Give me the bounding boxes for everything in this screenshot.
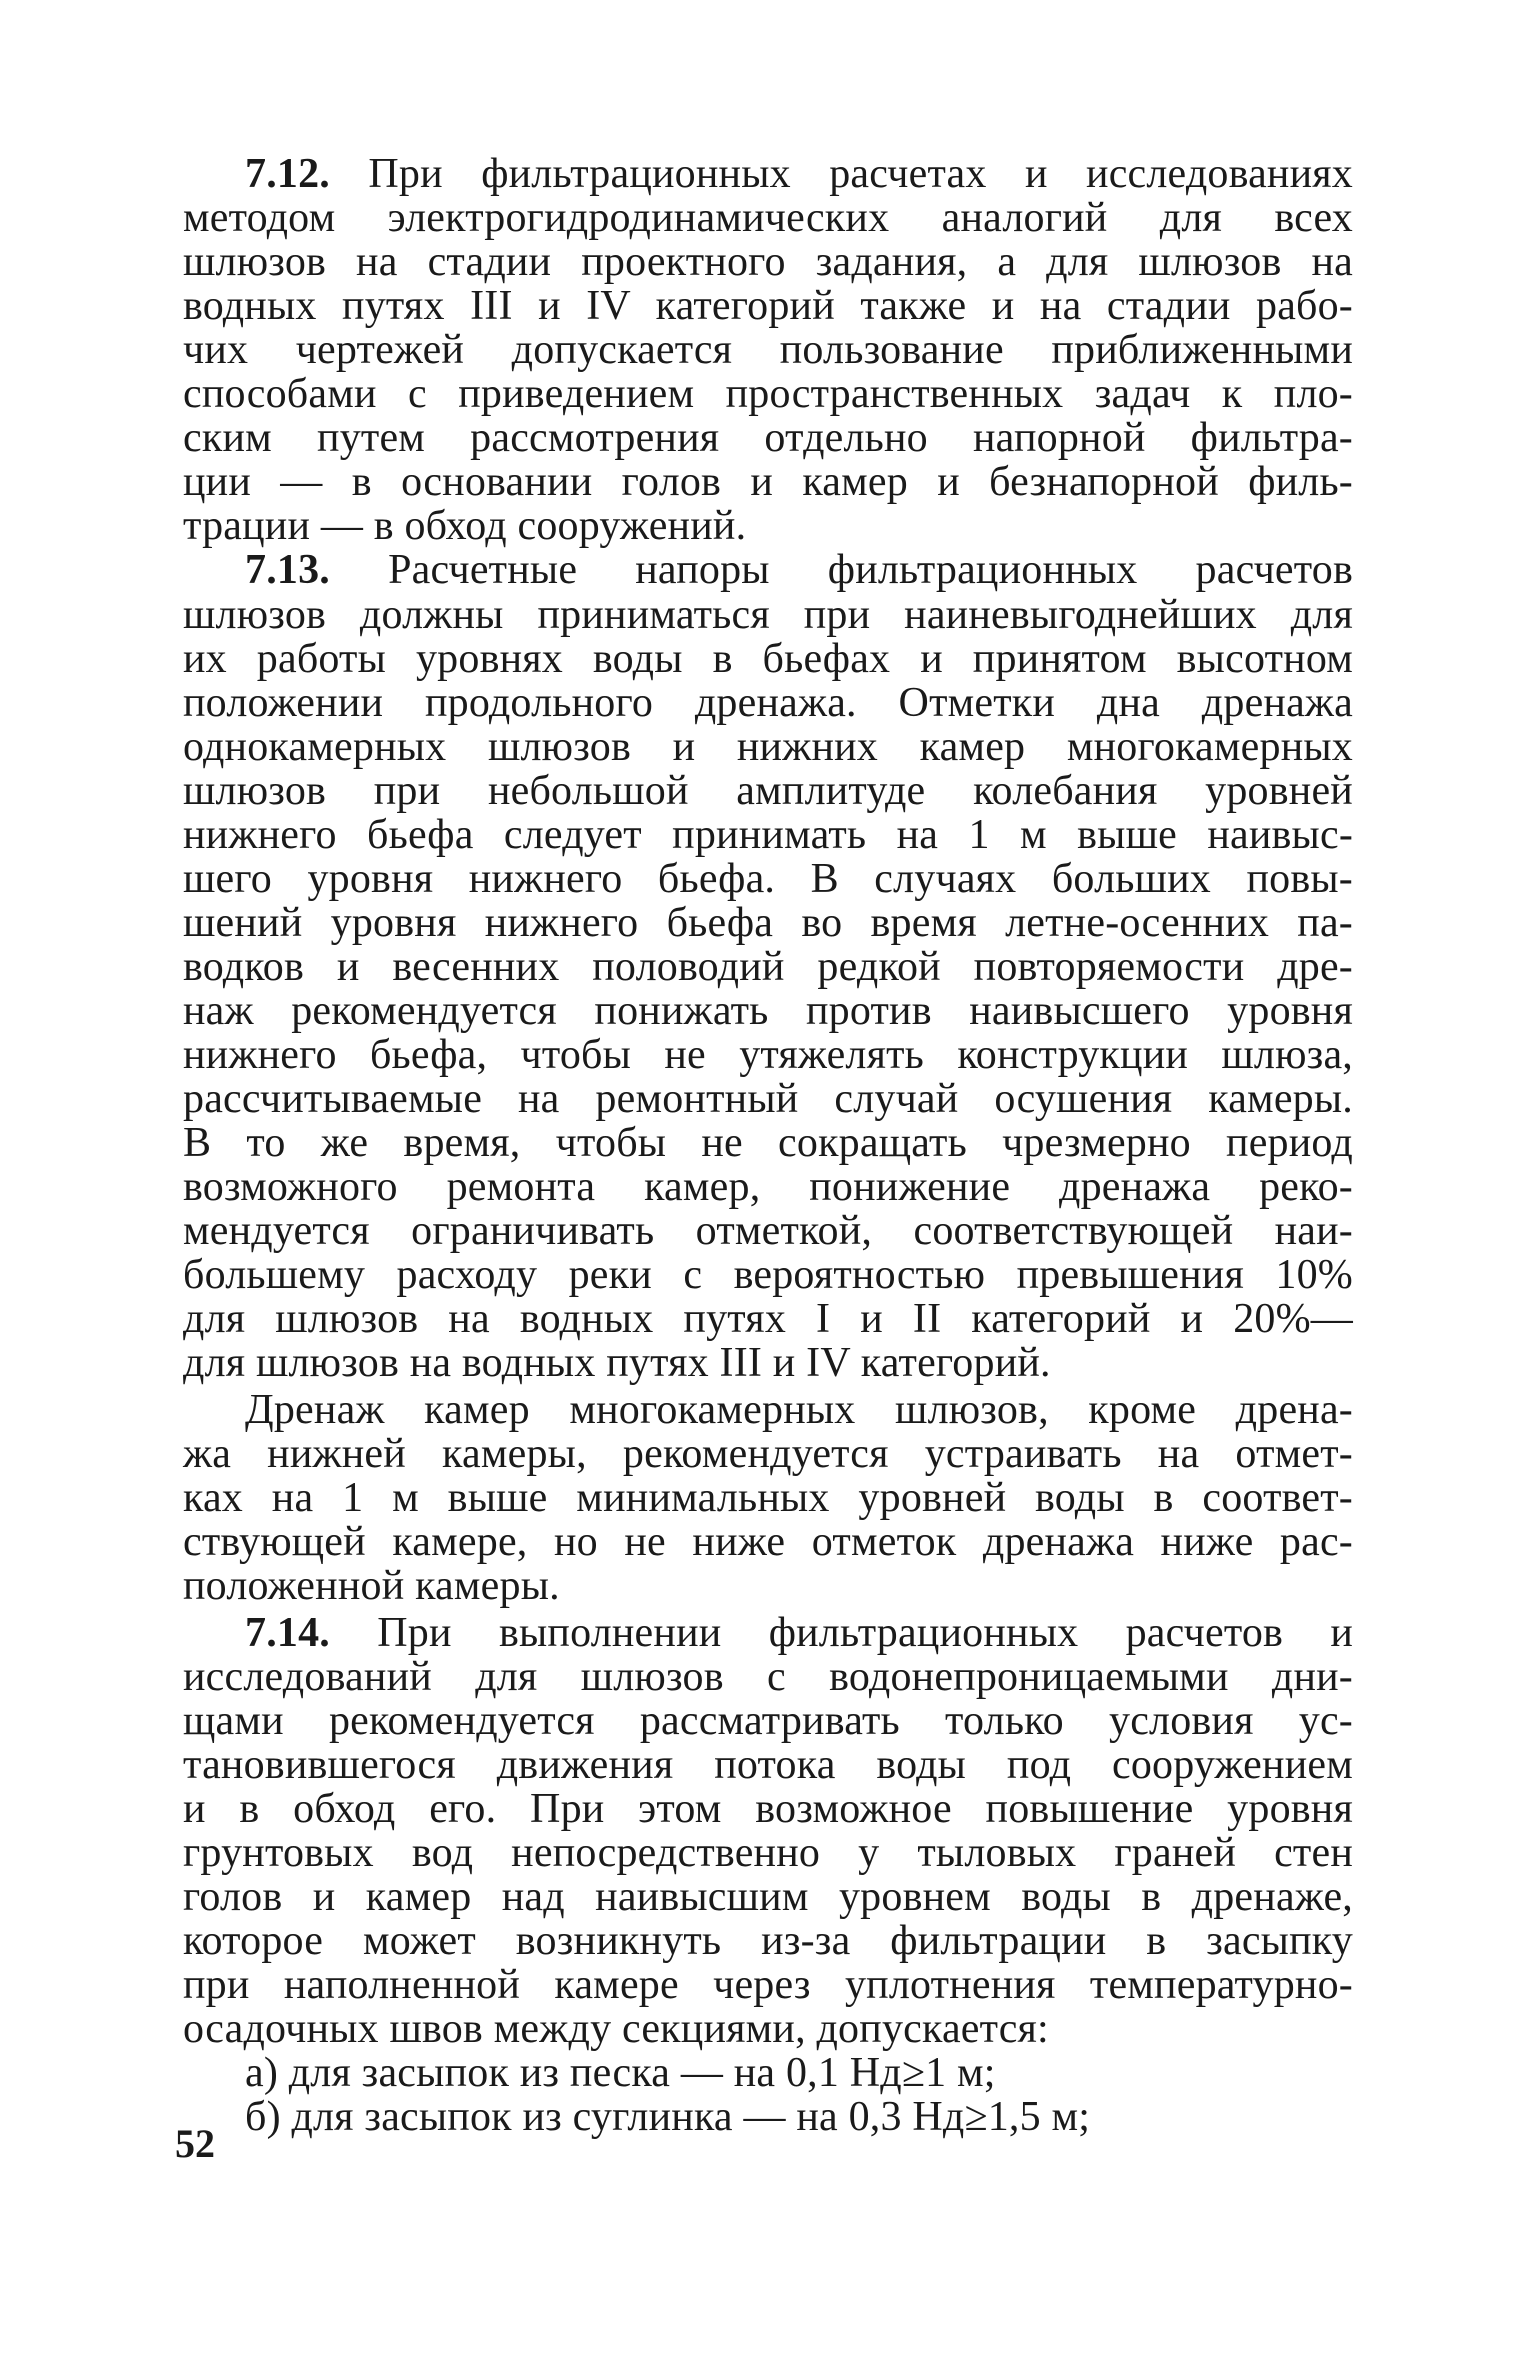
text-line (183, 370, 1353, 418)
text-run: для шлюзов на водных путях I и II категорий и 20%— (183, 1296, 1353, 1342)
text-line (183, 1518, 1353, 1566)
text-line (183, 1785, 1353, 1833)
text-line (183, 635, 1353, 683)
text-run: Дренаж камер многокамерных шлюзов, кроме дрена- (245, 1387, 1353, 1433)
text-line (183, 238, 1353, 286)
text-run: мендуется ограничивать отметкой, соответствующей наи- (183, 1208, 1353, 1254)
text-line (245, 2093, 1353, 2141)
text-line (183, 1741, 1353, 1789)
text-line (183, 723, 1353, 771)
text-line (183, 1119, 1353, 1167)
text-run: нижнего бьефа, чтобы не утяжелять конструкции шлюза, (183, 1032, 1353, 1078)
text-run: чих чертежей допускается пользование приближенными (183, 327, 1353, 373)
text-run: а) для засыпок из песка — на 0,1 Hд≥1 м; (245, 2050, 996, 2096)
text-line (183, 899, 1353, 947)
text-run: трации — в обход сооружений. (183, 503, 747, 549)
text-line (183, 1251, 1353, 1299)
text-line (183, 1075, 1353, 1123)
text-line (183, 1339, 1353, 1387)
section-number: 7.13. (245, 547, 330, 593)
text-line (183, 943, 1353, 991)
section-number: 7.12. (245, 151, 330, 197)
text-run: щами рекомендуется рассматривать только условия ус- (183, 1698, 1353, 1744)
text-line (183, 282, 1353, 330)
text-run: водных путях III и IV категорий также и на стадии рабо- (183, 283, 1353, 329)
text-run: нижнего бьефа следует принимать на 1 м выше наивыс- (183, 812, 1353, 858)
text-run: осадочных швов между секциями, допускается: (183, 2006, 1049, 2052)
text-run: б) для засыпок из суглинка — на 0,3 Hд≥1,5 м; (245, 2094, 1091, 2140)
text-line (183, 1829, 1353, 1877)
text-run: Расчетные напоры фильтрационных расчетов (330, 547, 1353, 593)
text-line (183, 194, 1353, 242)
text-run: тановившегося движения потока воды под сооружением (183, 1742, 1353, 1788)
text-run: положении продольного дренажа. Отметки дна дренажа (183, 680, 1353, 726)
text-run: исследований для шлюзов с водонепроницаемыми дни- (183, 1654, 1353, 1700)
text-line (183, 1207, 1353, 1255)
text-run: ствующей камере, но не ниже отметок дренажа ниже рас- (183, 1519, 1353, 1565)
text-line (183, 1697, 1353, 1745)
text-run: большему расходу реки с вероятностью превышения 10% (183, 1252, 1353, 1298)
text-run: шего уровня нижнего бьефа. В случаях больших повы- (183, 856, 1353, 902)
text-run: шлюзов при небольшой амплитуде колебания уровней (183, 768, 1353, 814)
text-run: шлюзов должны приниматься при наиневыгоднейших для (183, 592, 1353, 638)
text-line (245, 546, 1353, 594)
text-run: возможного ремонта камер, понижение дренажа реко- (183, 1164, 1353, 1210)
text-line (183, 1163, 1353, 1211)
text-run: жа нижней камеры, рекомендуется устраивать на отмет- (183, 1431, 1353, 1477)
text-line (183, 1031, 1353, 1079)
text-run: водков и весенних половодий редкой повторяемости дре- (183, 944, 1353, 990)
text-line (183, 987, 1353, 1035)
text-run: способами с приведением пространственных задач к пло- (183, 371, 1353, 417)
text-run: которое может возникнуть из-за фильтрации в засыпку (183, 1918, 1353, 1964)
text-line (183, 811, 1353, 859)
text-run: однокамерных шлюзов и нижних камер многокамерных (183, 724, 1353, 770)
text-run: рассчитываемые на ремонтный случай осушения камеры. (183, 1076, 1353, 1122)
page-number: 52 (175, 2121, 215, 2166)
text-line (183, 1961, 1353, 2009)
text-run: При фильтрационных расчетах и исследованиях (330, 151, 1353, 197)
text-line (183, 1474, 1353, 1522)
text-run: ским путем рассмотрения отдельно напорной фильтра- (183, 415, 1353, 461)
section-number: 7.14. (245, 1610, 330, 1656)
text-run: При выполнении фильтрационных расчетов и (330, 1610, 1353, 1656)
text-line (183, 1562, 1353, 1610)
text-line (183, 502, 1353, 550)
text-run: наж рекомендуется понижать против наивысшего уровня (183, 988, 1353, 1034)
text-run: шлюзов на стадии проектного задания, а для шлюзов на (183, 239, 1353, 285)
text-run: при наполненной камере через уплотнения температурно- (183, 1962, 1353, 2008)
text-run: В то же время, чтобы не сокращать чрезмерно период (183, 1120, 1353, 1166)
text-run: положенной камеры. (183, 1563, 560, 1609)
text-line (183, 1873, 1353, 1921)
text-line (183, 591, 1353, 639)
text-line (183, 767, 1353, 815)
text-run: грунтовых вод непосредственно у тыловых граней стен (183, 1830, 1353, 1876)
text-run: голов и камер над наивысшим уровнем воды в дренаже, (183, 1874, 1353, 1920)
text-run: ках на 1 м выше минимальных уровней воды в соответ- (183, 1475, 1353, 1521)
text-run: методом электрогидродинамических аналогий для всех (183, 195, 1353, 241)
text-line (245, 2049, 1353, 2097)
text-run: ции — в основании голов и камер и безнапорной филь- (183, 459, 1353, 505)
text-line (183, 1653, 1353, 1701)
text-run: для шлюзов на водных путях III и IV категорий. (183, 1340, 1051, 1386)
text-line (183, 326, 1353, 374)
text-line (183, 1430, 1353, 1478)
text-line (183, 1295, 1353, 1343)
text-line (245, 150, 1353, 198)
text-line (183, 1917, 1353, 1965)
text-run: их работы уровнях воды в бьефах и принятом высотном (183, 636, 1353, 682)
text-line (183, 414, 1353, 462)
text-line (245, 1609, 1353, 1657)
text-run: шений уровня нижнего бьефа во время летне-осенних па- (183, 900, 1353, 946)
text-line (245, 1386, 1353, 1434)
text-run: и в обход его. При этом возможное повышение уровня (183, 1786, 1353, 1832)
text-line (183, 2005, 1353, 2053)
text-line (183, 458, 1353, 506)
text-line (183, 855, 1353, 903)
text-line (183, 679, 1353, 727)
